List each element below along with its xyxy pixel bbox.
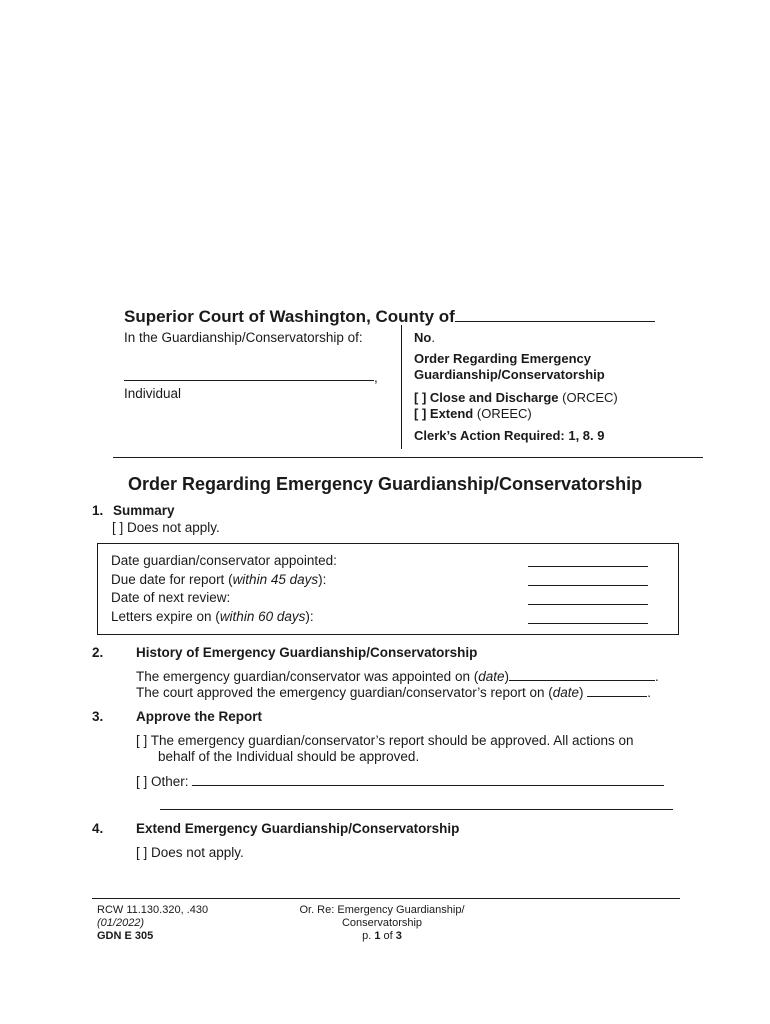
summary-box <box>97 543 679 635</box>
due-date-blank[interactable] <box>528 585 648 586</box>
appointed-blank[interactable] <box>528 566 648 567</box>
other-blank-2[interactable] <box>160 809 673 810</box>
appointed-on-line: The emergency guardian/conservator was appointed on (date) . <box>136 669 659 684</box>
other-line[interactable]: [ ] Other: <box>136 773 664 789</box>
caption-left: In the Guardianship/Conservatorship of: , Individual <box>124 330 394 345</box>
court-heading <box>124 306 655 327</box>
order-title-1: Order Regarding Emergency <box>414 350 591 366</box>
caption-divider <box>401 325 402 449</box>
county-blank[interactable] <box>455 306 655 322</box>
section-summary: 1. Summary [ ] Does not apply. <box>92 503 220 535</box>
individual-name-blank[interactable] <box>124 380 374 381</box>
report-approved-blank[interactable] <box>587 684 647 697</box>
order-title-2: Guardianship/Conservatorship <box>414 367 605 382</box>
court-name: Superior Court of Washington, County of <box>124 307 455 326</box>
caption-right <box>414 330 694 444</box>
approve-continuation: behalf of the Individual should be approved. <box>158 749 420 764</box>
next-review-row: Date of next review: <box>111 590 231 605</box>
clerk-action: Clerk’s Action Required: 1, 8. 9 <box>414 427 605 443</box>
footer-center: Or. Re: Emergency Guardianship/ Conservatorship p. 1 of 3 <box>282 904 482 943</box>
option-close-discharge[interactable]: [ ] Close and Discharge (ORCEC) <box>414 389 618 405</box>
page-number: p. 1 of 3 <box>362 930 402 942</box>
approve-checkbox-line[interactable]: [ ] The emergency guardian/conservator’s report should be approved. All actions on <box>136 733 634 748</box>
report-approved-line: The court approved the emergency guardian/conservator’s report on (date) . <box>136 685 652 700</box>
extend-does-not-apply[interactable]: [ ] Does not apply. <box>136 845 244 860</box>
case-number[interactable]: No. <box>414 330 435 345</box>
caption-rule <box>113 457 703 458</box>
option-extend[interactable]: [ ] Extend (OREEC) <box>414 406 532 421</box>
footer-left: RCW 11.130.320, .430 (01/2022) GDN E 305 <box>97 904 209 942</box>
footer-rule <box>92 898 680 899</box>
appointed-row: Date guardian/conservator appointed: <box>111 553 337 568</box>
individual-label: Individual <box>124 386 182 401</box>
letters-expire-blank[interactable] <box>528 623 648 624</box>
in-the-label: In the Guardianship/Conservatorship of: <box>124 330 363 345</box>
letters-expire-row: Letters expire on (within 60 days): <box>111 609 314 624</box>
summary-does-not-apply[interactable]: [ ] Does not apply. <box>112 520 220 535</box>
appointed-on-blank[interactable] <box>509 668 655 681</box>
next-review-blank[interactable] <box>528 604 648 605</box>
document-title: Order Regarding Emergency Guardianship/Conservatorship <box>127 474 643 494</box>
other-blank[interactable] <box>192 773 664 786</box>
due-date-row: Due date for report (within 45 days): <box>111 572 327 587</box>
